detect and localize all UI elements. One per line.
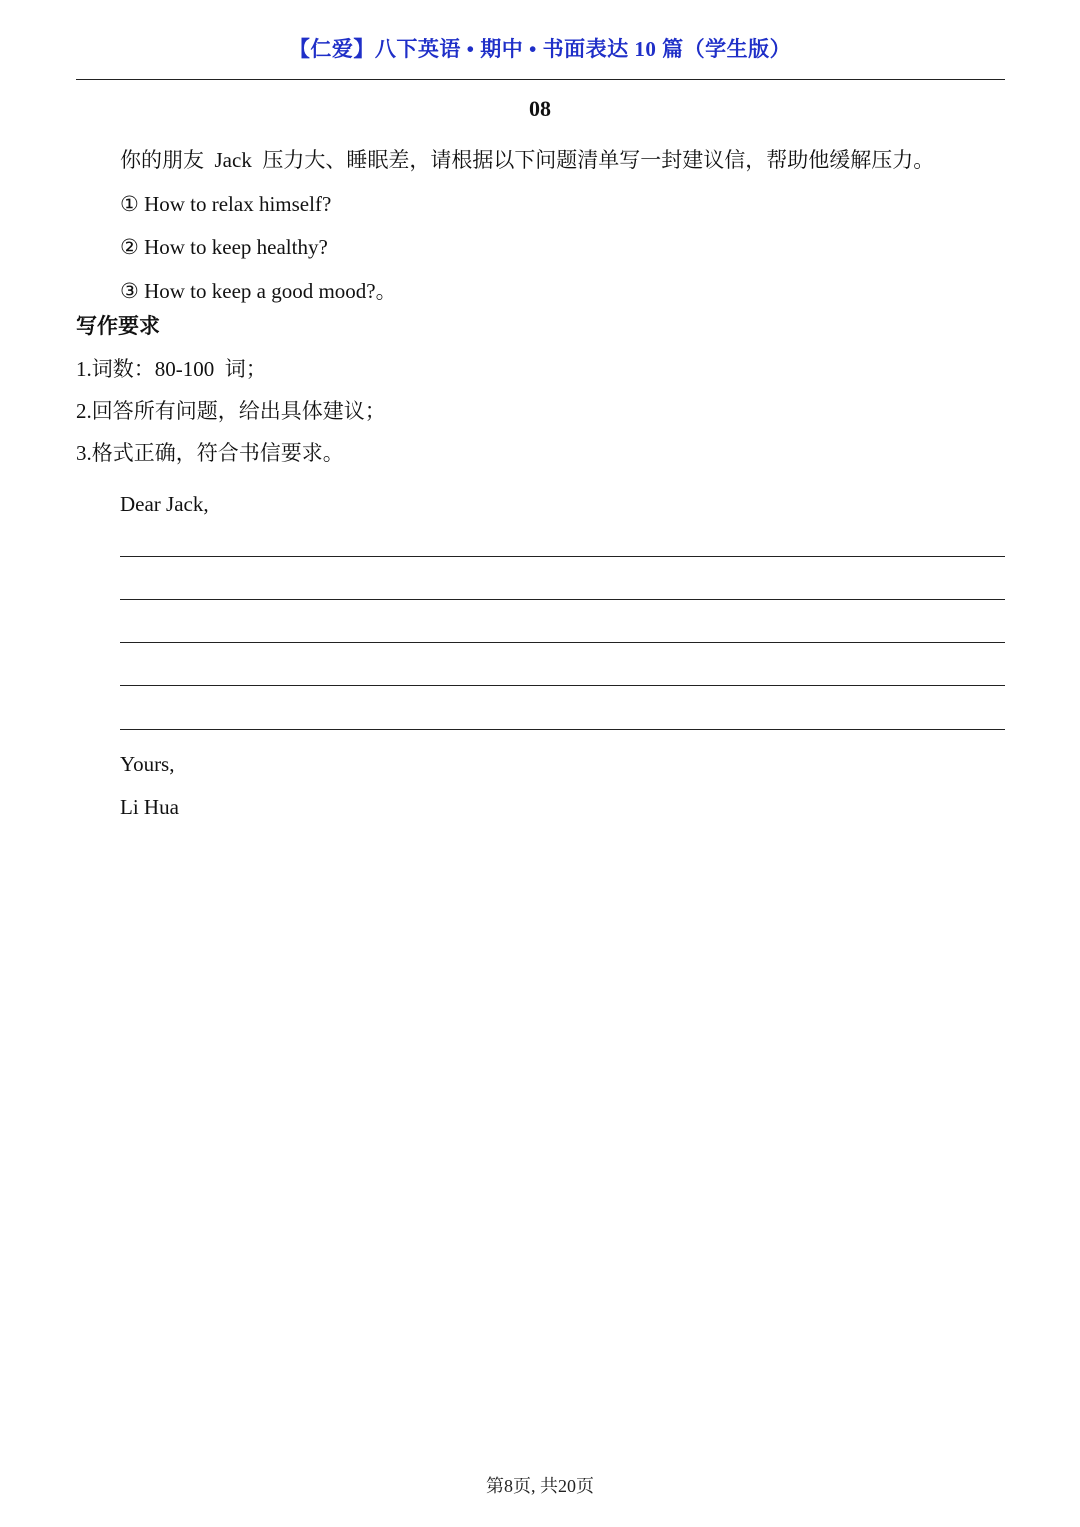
question-2: ② How to keep healthy?	[120, 235, 328, 259]
answer-line	[120, 556, 1005, 557]
question-3: ③ How to keep a good mood?。	[120, 279, 397, 303]
section-number: 08	[529, 96, 551, 121]
letter-salutation: Dear Jack,	[120, 492, 209, 516]
task-prompt: 你的朋友 Jack 压力大、睡眠差，请根据以下问题清单写一封建议信，帮助他缓解压力。	[120, 148, 935, 172]
page-footer: 第8页, 共20页	[486, 1476, 594, 1496]
question-1: ① How to relax himself?	[120, 192, 332, 216]
answer-line	[120, 642, 1005, 643]
answer-line	[120, 729, 1005, 730]
header-divider	[76, 79, 1005, 80]
answer-line	[120, 685, 1005, 686]
requirement-1: 1.词数：80-100 词；	[76, 357, 267, 381]
page-header-title: 【仁爱】八下英语 • 期中 • 书面表达 10 篇（学生版）	[288, 37, 792, 61]
requirements-title: 写作要求	[76, 314, 160, 338]
letter-closing: Yours,	[120, 752, 175, 776]
letter-signature: Li Hua	[120, 795, 179, 819]
requirement-2: 2.回答所有问题，给出具体建议；	[76, 399, 386, 423]
requirement-3: 3.格式正确，符合书信要求。	[76, 441, 344, 465]
answer-line	[120, 599, 1005, 600]
